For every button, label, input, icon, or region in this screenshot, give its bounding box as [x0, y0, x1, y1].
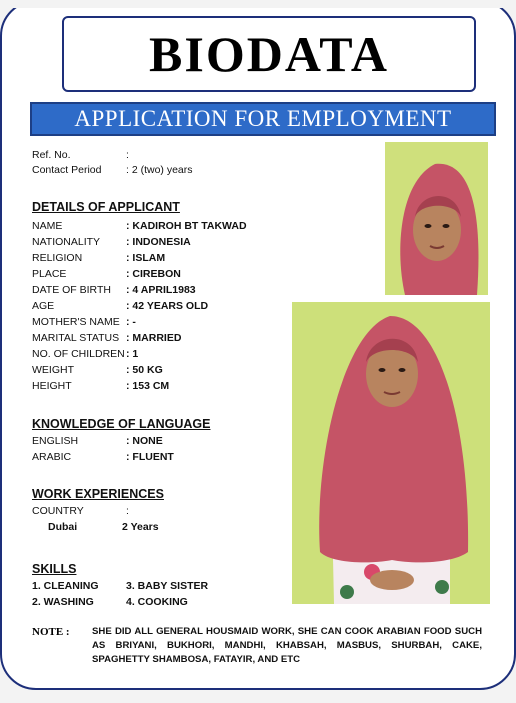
full-body-photo [292, 302, 490, 604]
detail-row [32, 268, 181, 280]
ref-row [32, 149, 129, 161]
skill-item: 4. COOKING [126, 596, 188, 608]
portrait-drawing [385, 142, 488, 295]
ref-label: Ref. No. [32, 149, 71, 161]
application-banner [30, 102, 496, 136]
language-label: ENGLISH [32, 435, 79, 447]
details-heading: DETAILS OF APPLICANT [32, 200, 180, 214]
detail-label: MOTHER'S NAME [32, 316, 120, 328]
contact-value: : 2 (two) years [126, 164, 193, 176]
detail-label: NO. OF CHILDREN [32, 348, 125, 360]
detail-row [32, 284, 196, 296]
ref-value: : [126, 149, 129, 161]
contact-row [32, 164, 193, 176]
detail-value: : 50 KG [126, 364, 163, 376]
detail-label: HEIGHT [32, 380, 72, 392]
detail-row [32, 300, 208, 312]
detail-label: RELIGION [32, 252, 83, 264]
top-edge [0, 0, 516, 8]
language-row [32, 435, 163, 447]
title-box [62, 16, 476, 92]
detail-row [32, 252, 165, 264]
full-body-drawing [292, 302, 490, 604]
detail-label: NAME [32, 220, 63, 232]
work-heading: WORK EXPERIENCES [32, 487, 164, 501]
portrait-photo [385, 142, 488, 295]
detail-value: : KADIROH BT TAKWAD [126, 220, 247, 232]
detail-row [32, 220, 247, 232]
note-text: SHE DID ALL GENERAL HOUSMAID WORK, SHE CAN COOK ARABIAN FOOD SUCH AS BRIYANI, BUKHORI, MANDHI, KHABSAH, MASBUS, SHURBAH, CAKE, SPAGHETTY SHAMBOSA, FATAYIR, AND ETC [92, 626, 482, 665]
work-country: Dubai [48, 521, 78, 533]
country-row [32, 505, 129, 517]
banner-text: APPLICATION FOR EMPLOYMENT [74, 106, 452, 131]
language-row [32, 451, 174, 463]
detail-row [32, 380, 169, 392]
skill-item: 2. WASHING [32, 596, 94, 608]
skill-item: 1. CLEANING [32, 580, 99, 592]
detail-row [32, 364, 163, 376]
detail-value: : CIREBON [126, 268, 181, 280]
detail-label: AGE [32, 300, 55, 312]
detail-row [32, 316, 136, 328]
language-heading: KNOWLEDGE OF LANGUAGE [32, 417, 211, 431]
detail-label: DATE OF BIRTH [32, 284, 111, 296]
language-value: : NONE [126, 435, 163, 447]
country-colon: : [126, 505, 129, 517]
detail-value: : 153 CM [126, 380, 170, 392]
work-years: 2 Years [122, 521, 159, 533]
detail-value: : ISLAM [126, 252, 166, 264]
detail-value: : MARRIED [126, 332, 182, 344]
detail-row [32, 332, 181, 344]
country-label: COUNTRY [32, 505, 84, 517]
language-label: ARABIC [32, 451, 72, 463]
work-row [48, 521, 159, 533]
detail-label: WEIGHT [32, 364, 74, 376]
page-title: BIODATA [149, 26, 389, 82]
detail-value: : 4 APRIL1983 [126, 284, 196, 296]
detail-value: : 1 [126, 348, 139, 360]
detail-label: PLACE [32, 268, 67, 280]
detail-value: : - [126, 316, 136, 328]
skills-heading: SKILLS [32, 562, 77, 576]
detail-label: NATIONALITY [32, 236, 101, 248]
detail-value: : INDONESIA [126, 236, 191, 248]
skill-item: 3. BABY SISTER [126, 580, 209, 592]
detail-value: : 42 YEARS OLD [126, 300, 209, 312]
contact-label: Contact Period [32, 164, 102, 176]
note-label: NOTE : [32, 626, 70, 638]
detail-label: MARITAL STATUS [32, 332, 120, 344]
language-value: : FLUENT [126, 451, 174, 463]
detail-row [32, 348, 138, 360]
detail-row [32, 236, 191, 248]
